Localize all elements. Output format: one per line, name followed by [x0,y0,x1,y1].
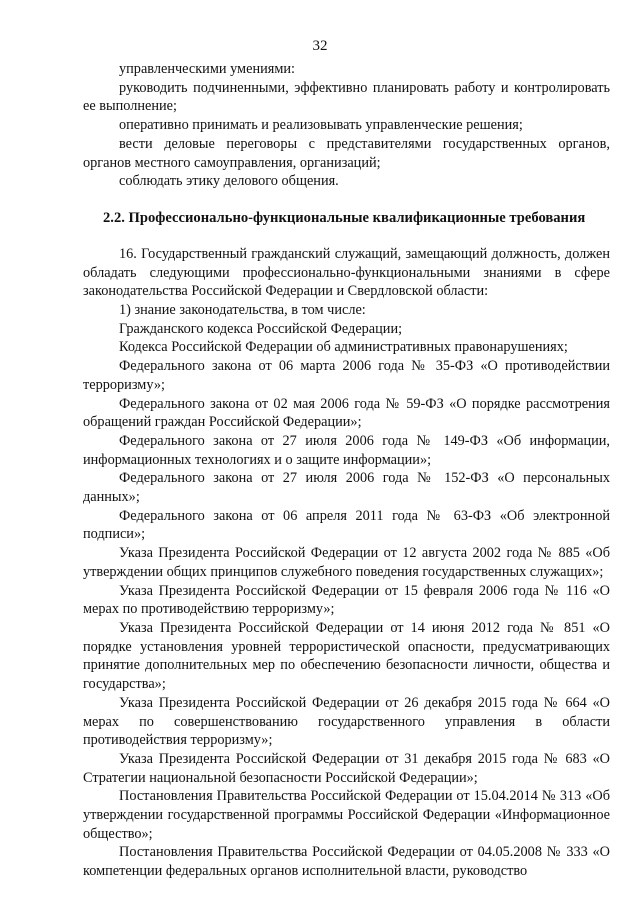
paragraph: соблюдать этику делового общения. [119,173,339,190]
paragraph: Федерального закона от 27 июля 2006 года № 149-ФЗ «Об информации, информационных технологиях и о защите информации»; [83,432,610,468]
paragraph: Указа Президента Российской Федерации от 12 августа 2002 года № 885 «Об утверждении общих принципов служебного поведения государственных служащих»; [83,545,610,580]
paragraph: руководить подчиненными, эффективно планировать работу и контролировать ее выполнение; [83,79,610,115]
paragraph: 1) знание законодательства, в том числе: [119,302,366,319]
paragraph: Указа Президента Российской Федерации от 15 февраля 2006 года № 116 «О мерах по противодействию терроризму»; [83,582,610,618]
paragraph: Указа Президента Российской Федерации от 14 июня 2012 года № 851 «О порядке установления уровней террористической опасности, предусматривающих принятие дополнительных мер по обеспечению безопасности личности, общества и государства»; [83,619,610,693]
paragraph: Федерального закона от 27 июля 2006 года № 152-ФЗ «О персональных данных»; [83,470,610,506]
paragraph: 16. Государственный гражданский служащий, замещающий должность, должен обладать следующими профессионально-функциональными знаниями в сфере законодательства Российской Федерации и Свердловской области: [83,245,610,300]
paragraph: Кодекса Российской Федерации об административных правонарушениях; [119,339,568,356]
paragraph: Постановления Правительства Российской Федерации от 04.05.2008 № 333 «О компетенции федеральных органов исполнительной власти, руководство [83,844,610,880]
section-heading: 2.2. Профессионально-функциональные квалификационные требования [103,209,586,226]
document-body [83,60,610,881]
paragraph: управленческими умениями: [119,61,295,77]
paragraph: вести деловые переговоры с представителями государственных органов, органов местного самоуправления, организаций; [83,135,610,171]
paragraph: оперативно принимать и реализовывать управленческие решения; [119,117,523,134]
paragraph: Указа Президента Российской Федерации от 26 декабря 2015 года № 664 «О мерах по совершенствованию государственного управления в области противодействия терроризму»; [83,694,610,749]
paragraph: Федерального закона от 06 марта 2006 года № 35-ФЗ «О противодействии терроризму»; [83,358,610,393]
paragraph: Федерального закона от 02 мая 2006 года № 59-ФЗ «О порядке рассмотрения обращений граждан Российской Федерации»; [83,395,610,431]
paragraph: Указа Президента Российской Федерации от 31 декабря 2015 года № 683 «О Стратегии национальной безопасности Российской Федерации»; [83,750,610,786]
paragraph: Постановления Правительства Российской Федерации от 15.04.2014 № 313 «Об утверждении государственной программы Российской Федерации «Информационное общество»; [83,788,610,842]
paragraph: Федерального закона от 06 апреля 2011 года № 63-ФЗ «Об электронной подписи»; [83,507,610,543]
page-number: 32 [312,38,328,54]
paragraph: Гражданского кодекса Российской Федерации; [119,320,403,337]
